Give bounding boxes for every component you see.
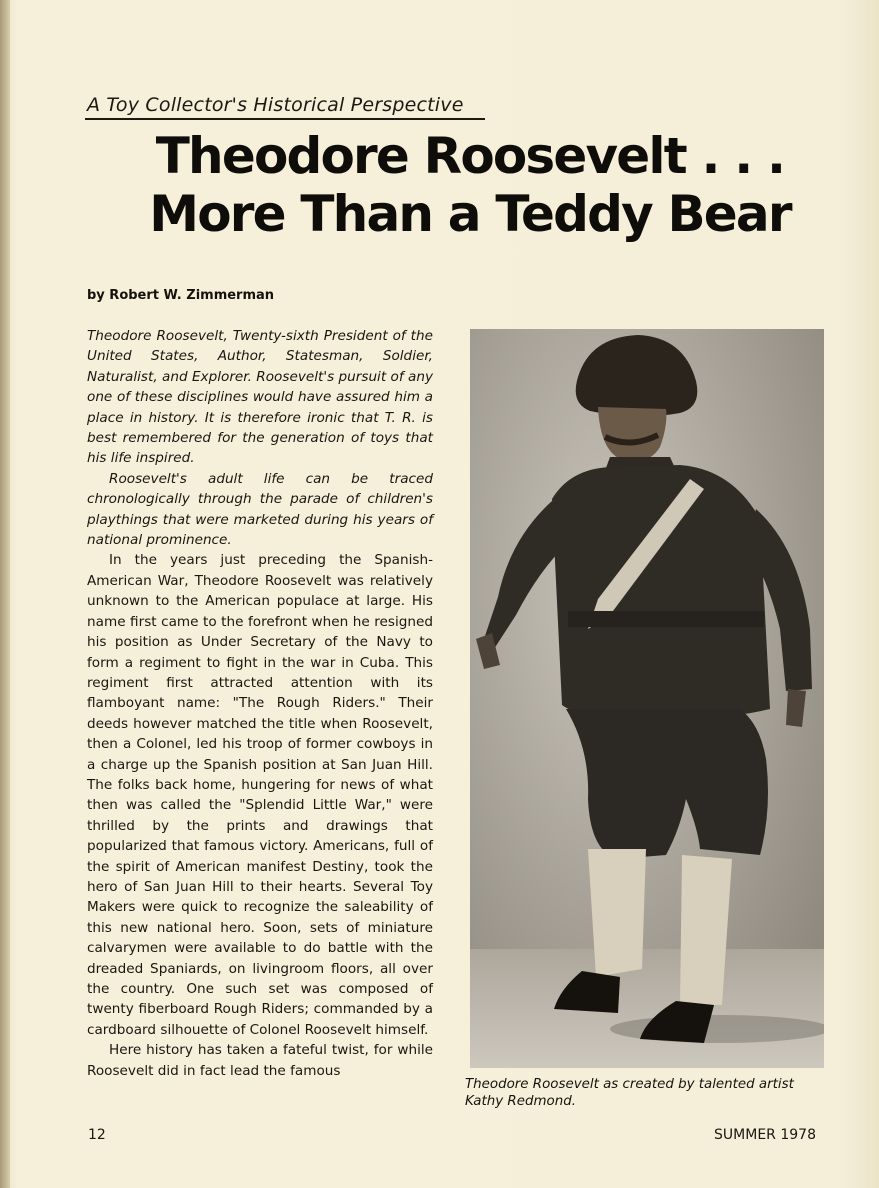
- rough-rider-doll-figure: [470, 329, 824, 1068]
- body-paragraph: Here history has taken a fateful twist, for while Roosevelt did in fact lead the famous: [87, 1042, 433, 1079]
- title-line-2: More Than a Teddy Bear: [149, 185, 791, 243]
- intro-paragraph: Theodore Roosevelt, Twenty-sixth President of the United States, Author, Statesman, Soldier, Naturalist, and Explorer. Roosevelt's pursuit of any one of these disciplines would have assured him a place in history. It is therefore ironic that T. R. is best remembered for the generation of toys that his life inspired.: [87, 328, 433, 467]
- body-paragraph: In the years just preceding the Spanish-American War, Theodore Roosevelt was relatively unknown to the American populace at large. His name first came to the forefront when he resigned his position as Under Secretary of the Navy to form a regiment to fight in the war in Cuba. This regiment first attracted attention with its flamboyant name: "The Rough Riders." Their deeds however matched the title when Roosevelt, then a Colonel, led his troop of former cowboys in a charge up the Spanish position at San Juan Hill. The folks back home, hungering for news of what then was called the "Splendid Little War," were thrilled by the prints and drawings that popularized that famous victory. Americans, full of the spirit of American manifest Destiny, took the hero of San Juan Hill to their hearts. Several Toy Makers were quick to recognize the saleability of this new national hero. Soon, sets of miniature calvarymen were available to do battle with the dreaded Spaniards, on livingroom floors, all over the country. One such set was composed of twenty fiberboard Rough Riders; commanded by a cardboard silhouette of Colonel Roosevelt himself.: [87, 552, 433, 1038]
- body-paragraph: Roosevelt's adult life can be traced chronologically through the parade of children's playthings that were marketed during his years of national prominence.: [87, 470, 433, 549]
- title-line-1: Theodore Roosevelt . . .: [155, 127, 785, 185]
- article-title: [100, 127, 840, 243]
- roosevelt-doll-photo: [470, 329, 824, 1068]
- article-body: [87, 326, 433, 1081]
- page-number: 12: [88, 1127, 106, 1143]
- binding-edge: [0, 0, 10, 1188]
- kicker-underline: [85, 118, 485, 120]
- photo-caption: Theodore Roosevelt as created by talented artist Kathy Redmond.: [465, 1077, 794, 1109]
- article-kicker: A Toy Collector's Historical Perspective: [87, 94, 464, 116]
- issue-date: SUMMER 1978: [714, 1127, 816, 1143]
- byline: by Robert W. Zimmerman: [87, 288, 275, 303]
